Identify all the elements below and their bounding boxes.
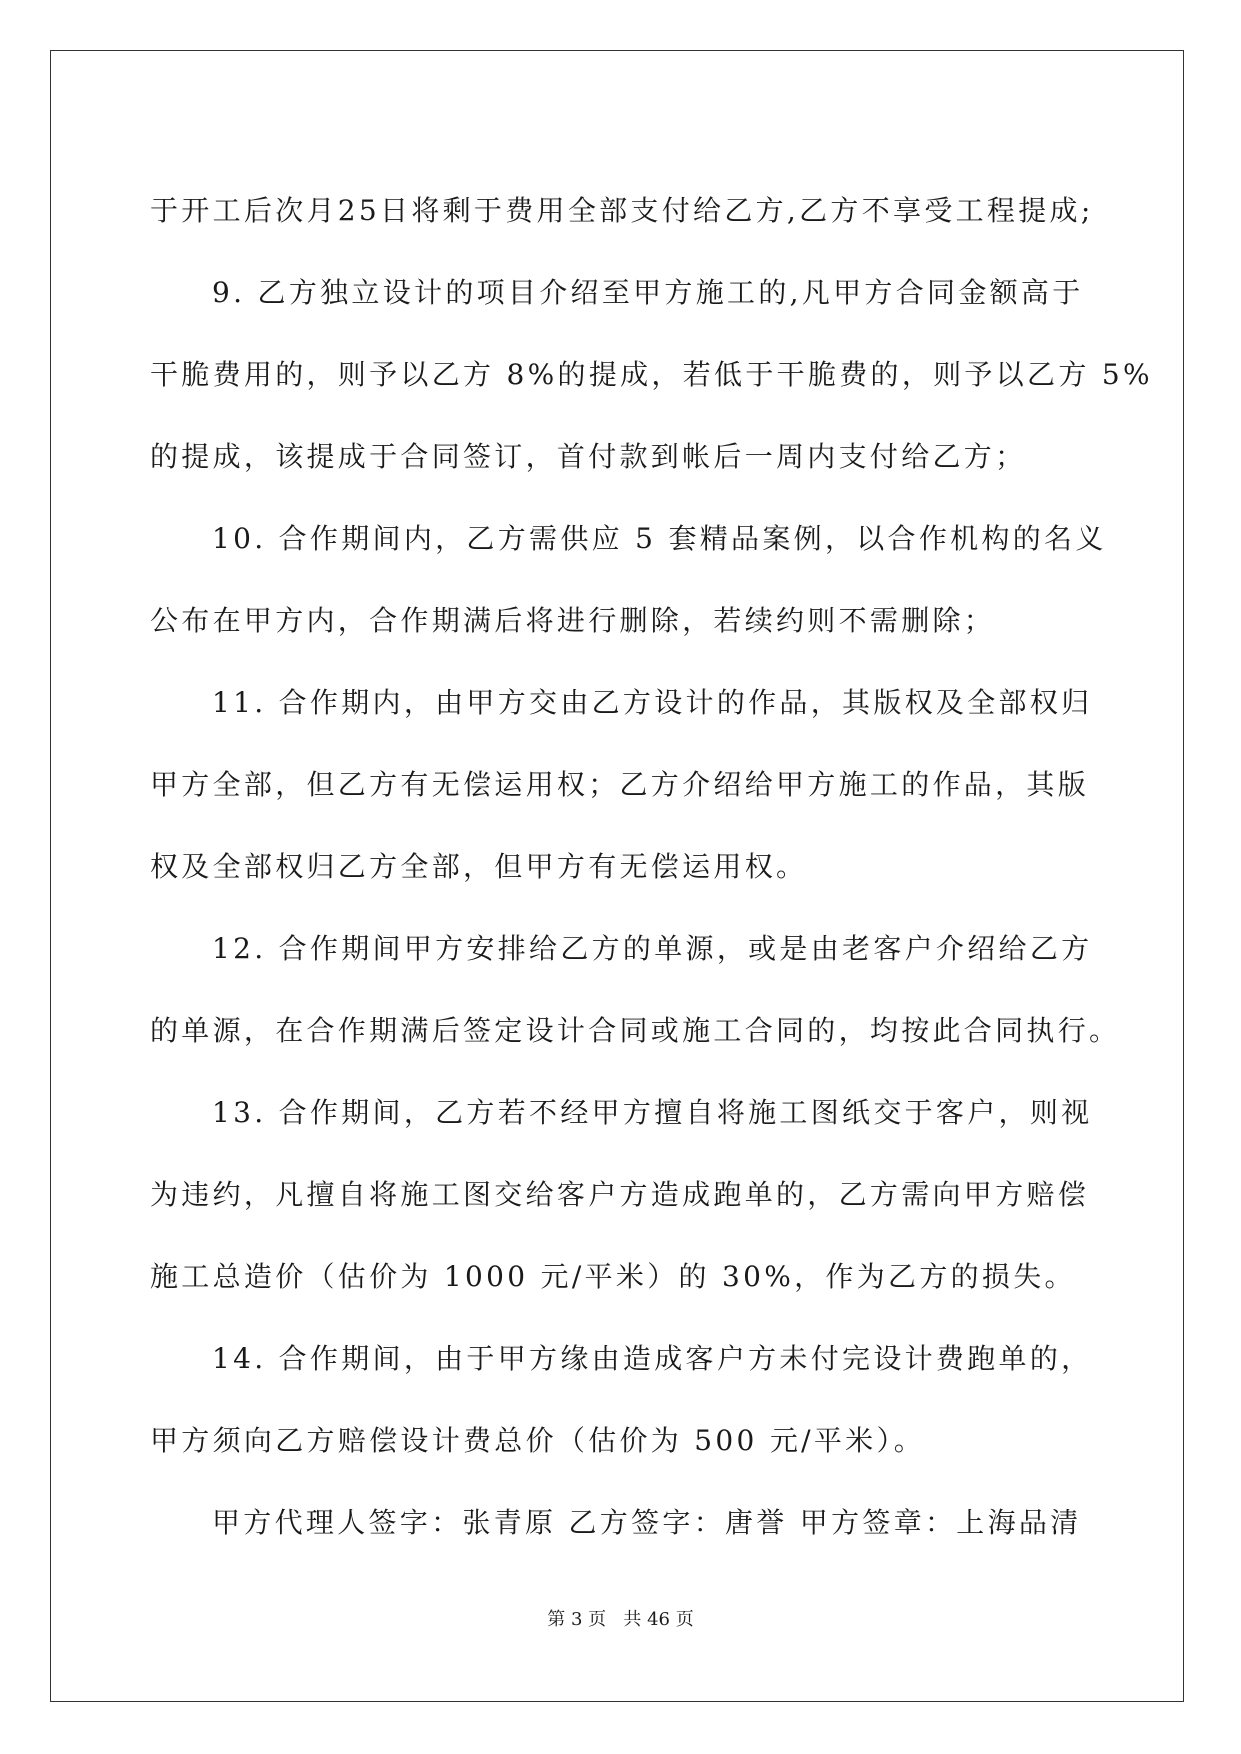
text-line: 干脆费用的，则予以乙方 8%的提成，若低于干脆费的，则予以乙方 5% <box>150 358 1153 391</box>
clause-12-line: 12. 合作期间甲方安排给乙方的单源，或是由老客户介绍给乙方 <box>212 932 1093 965</box>
signature-line: 甲方代理人签字：张青原 乙方签字：唐誉 甲方签章：上海品清 <box>212 1506 1082 1539</box>
text-line: 公布在甲方内，合作期满后将进行删除，若续约则不需删除； <box>150 604 996 637</box>
page-number-footer: 第 3 页 共 46 页 <box>547 1609 694 1630</box>
clause-10-line: 10. 合作期间内，乙方需供应 5 套精品案例，以合作机构的名义 <box>212 522 1107 555</box>
clause-9-line: 9. 乙方独立设计的项目介绍至甲方施工的,凡甲方合同金额高于 <box>212 276 1084 309</box>
document-body <box>150 170 1153 1564</box>
text-line: 的提成，该提成于合同签订，首付款到帐后一周内支付给乙方； <box>150 440 1027 473</box>
text-line: 权及全部权归乙方全部，但甲方有无偿运用权。 <box>150 850 808 883</box>
text-line: 为违约，凡擅自将施工图交给客户方造成跑单的，乙方需向甲方赔偿 <box>150 1178 1090 1211</box>
clause-14-line: 14. 合作期间，由于甲方缘由造成客户方未付完设计费跑单的， <box>212 1342 1093 1375</box>
clause-11-line: 11. 合作期内，由甲方交由乙方设计的作品，其版权及全部权归 <box>212 686 1093 719</box>
text-line: 于开工后次月25日将剩于费用全部支付给乙方,乙方不享受工程提成; <box>150 194 1094 227</box>
text-line: 施工总造价（估价为 1000 元/平米）的 30%，作为乙方的损失。 <box>150 1260 1076 1293</box>
clause-13-line: 13. 合作期间，乙方若不经甲方擅自将施工图纸交于客户，则视 <box>212 1096 1093 1129</box>
text-line: 甲方须向乙方赔偿设计费总价（估价为 500 元/平米）。 <box>150 1424 926 1457</box>
text-line: 甲方全部，但乙方有无偿运用权；乙方介绍给甲方施工的作品，其版 <box>150 768 1090 801</box>
text-line: 的单源，在合作期满后签定设计合同或施工合同的，均按此合同执行。 <box>150 1014 1121 1047</box>
